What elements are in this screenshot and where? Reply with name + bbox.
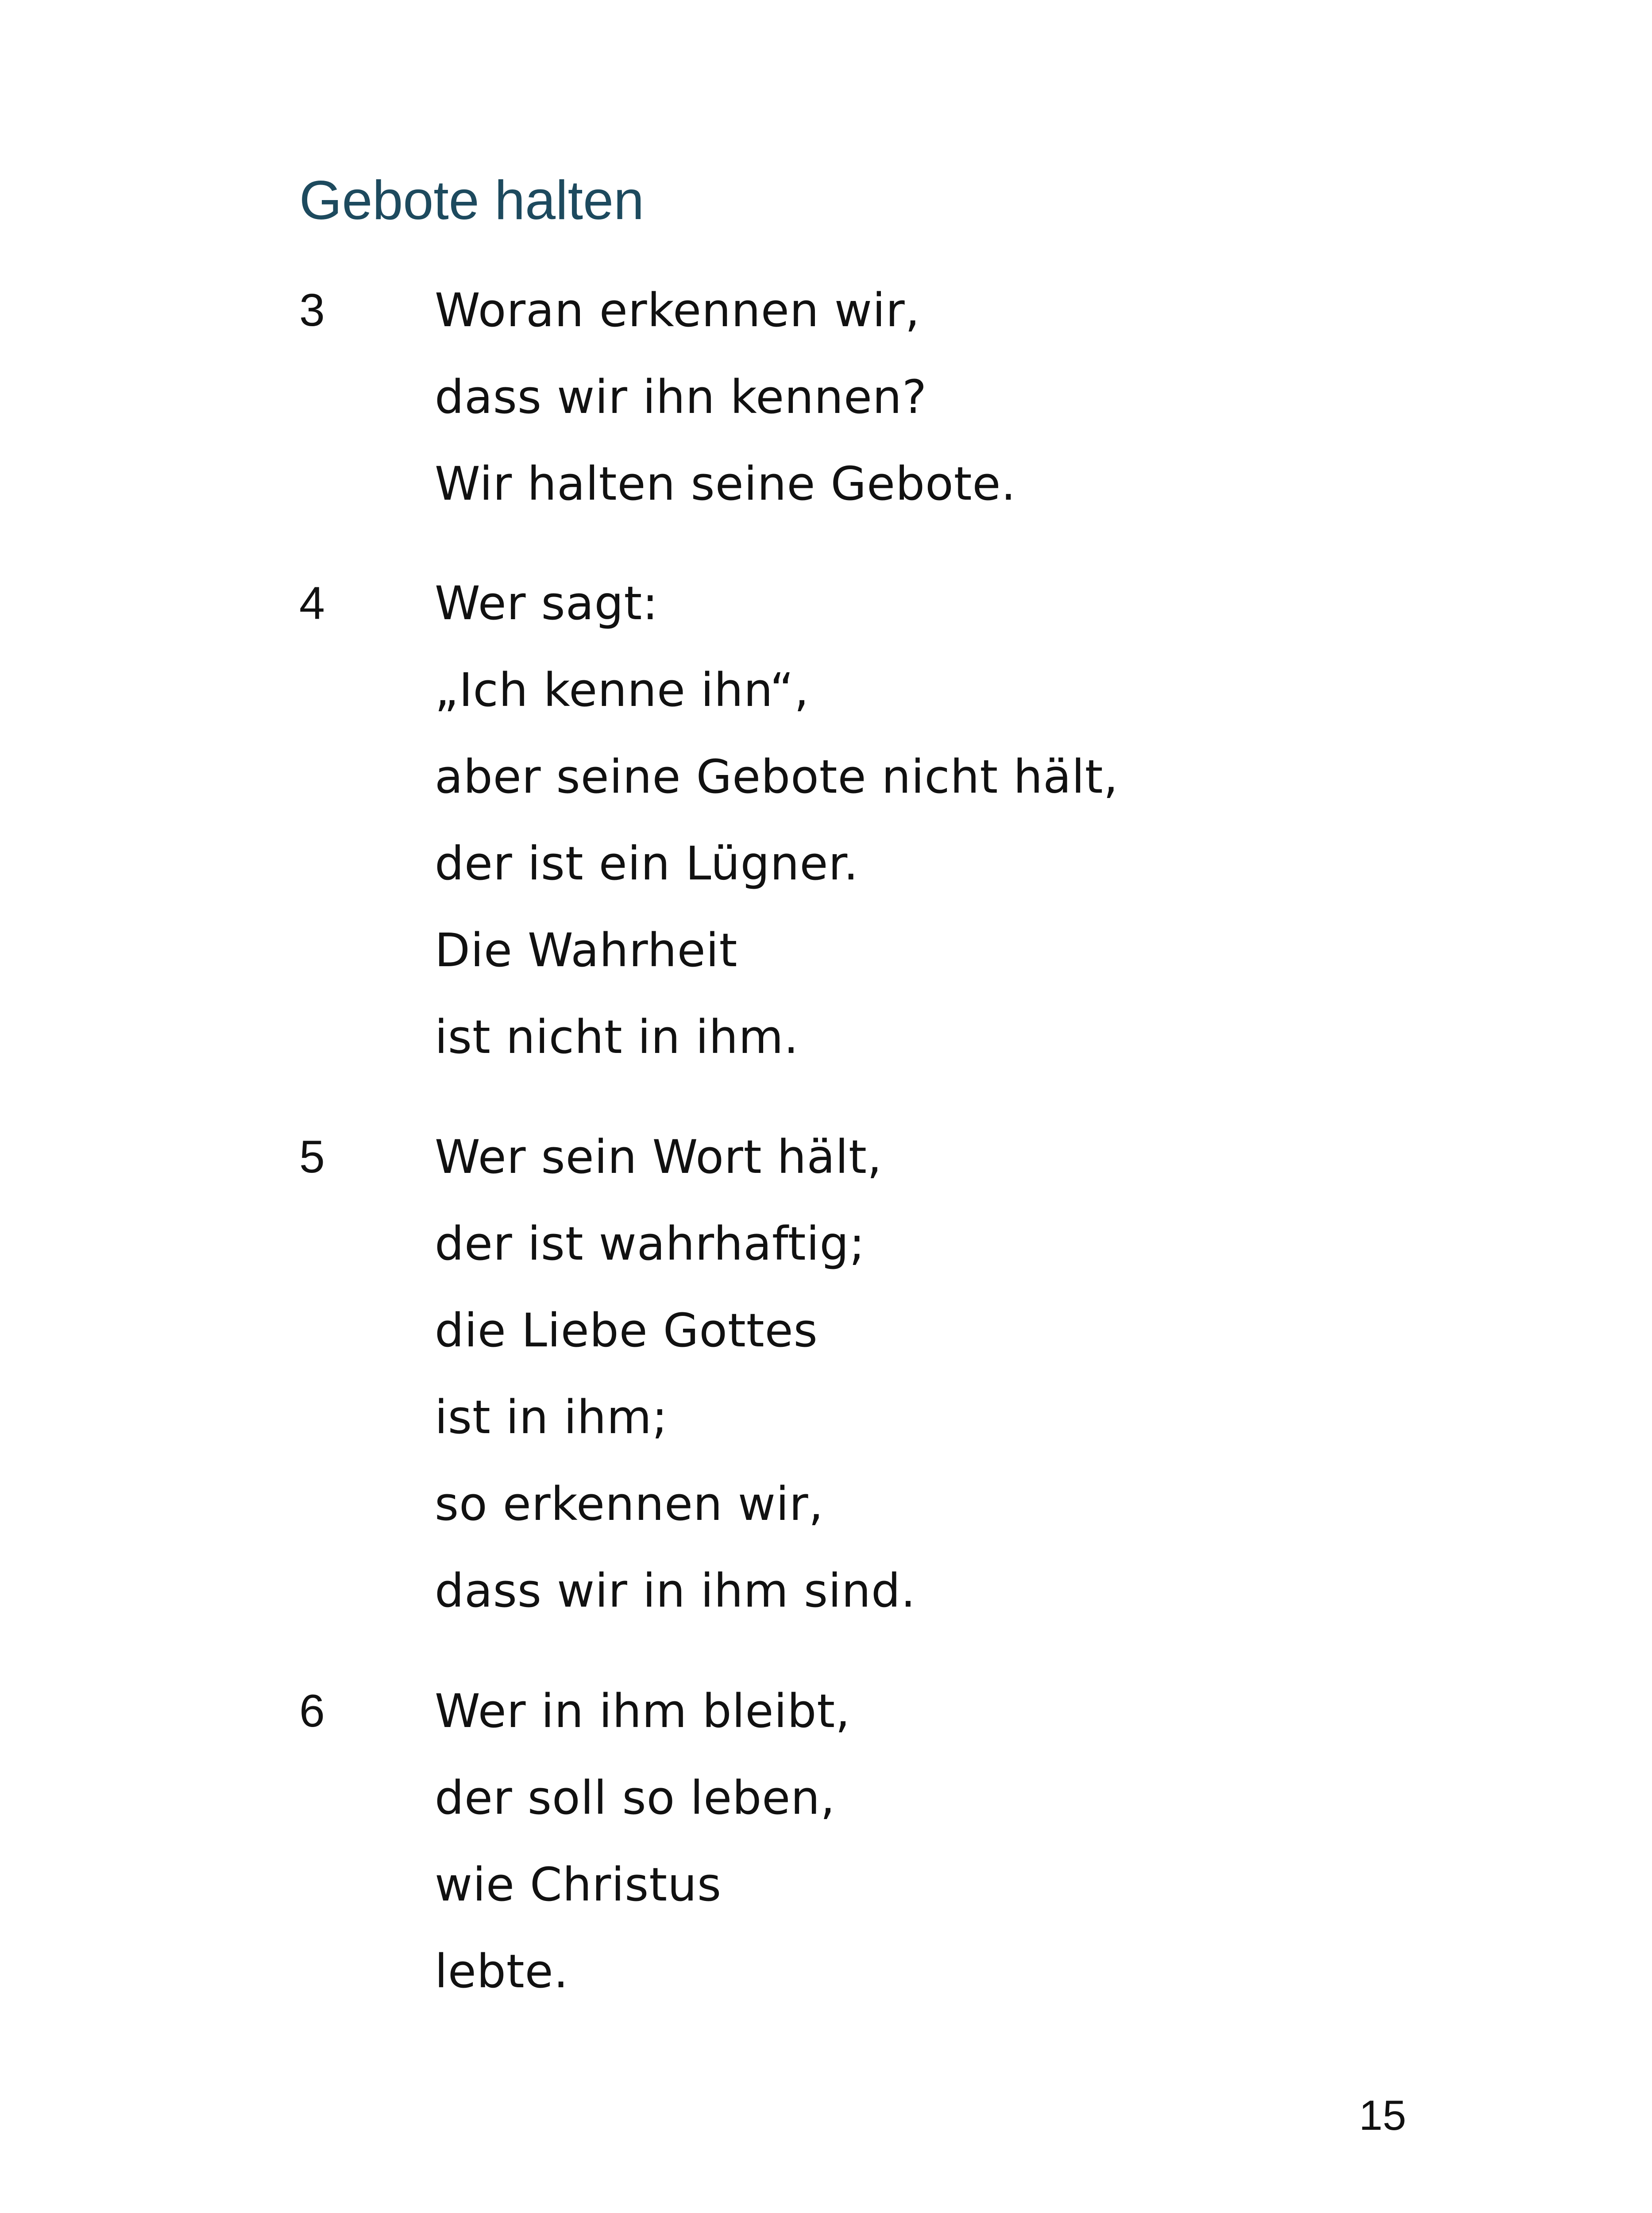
verse-lines [435,1114,916,1634]
verse-line: Wer in ihm bleibt, [435,1684,851,1738]
verse-line: der soll so leben, [435,1771,836,1825]
verse-lines [435,560,1119,1080]
page-title: Gebote halten [299,170,645,231]
verse-number: 5 [299,1131,325,1183]
verse-line: der ist wahrhaftig; [435,1217,865,1271]
verse-line: die Liebe Gottes [435,1303,818,1357]
verse-number: 6 [299,1685,325,1737]
verse-line: so erkennen wir, [435,1477,824,1531]
verse-line: Wer sagt: [435,576,659,630]
verse-line: ist nicht in ihm. [435,1010,799,1064]
verse-line: Die Wahrheit [435,923,738,977]
verse-line: aber seine Gebote nicht hält, [435,750,1119,804]
verse-lines [435,1668,850,2015]
verse-line: dass wir ihn kennen? [435,370,927,424]
verse-line: der ist ein Lügner. [435,837,859,891]
page-number: 15 [1359,2092,1406,2139]
verse-line: Wir halten seine Gebote. [435,457,1016,511]
verse-line: Woran erkennen wir, [435,283,920,337]
verse-line: dass wir in ihm sind. [435,1564,916,1618]
verse-line: wie Christus [435,1858,722,1912]
verse-line: „Ich kenne ihn“, [435,663,810,717]
verse-line: ist in ihm; [435,1390,668,1444]
verse-lines [435,267,1016,527]
verse-number: 3 [299,285,325,336]
verse-number: 4 [299,578,325,629]
verse-line: Wer sein Wort hält, [435,1130,882,1184]
verse-line: lebte. [435,1944,569,1998]
